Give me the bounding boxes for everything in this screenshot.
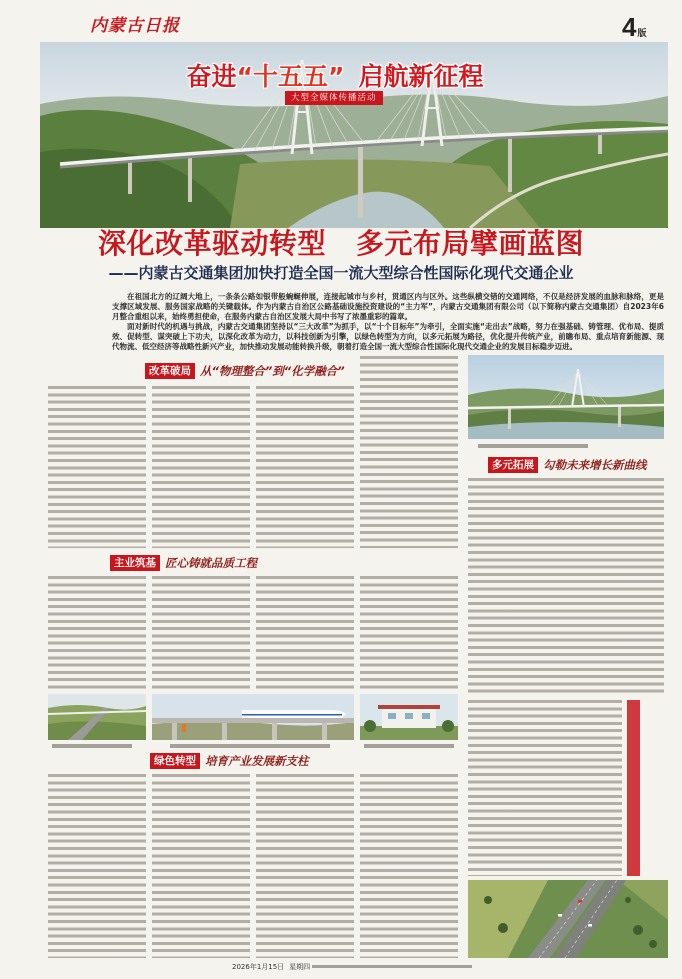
- river-bridge-photo: [468, 355, 664, 439]
- body-text-column: [360, 576, 458, 690]
- body-text-column: [48, 386, 146, 548]
- footer-dateline: [232, 962, 310, 972]
- lead-paragraph: [112, 292, 664, 356]
- body-text-column: [360, 774, 458, 958]
- body-text-column: [360, 356, 458, 548]
- body-text-column: [468, 700, 622, 876]
- section-title-core-business: 匠心铸就品质工程: [165, 556, 257, 570]
- service-area-photo: [360, 694, 458, 740]
- footer-weekday: 星期四: [289, 963, 311, 971]
- section-tag-reform: 改革破局: [145, 363, 195, 379]
- vertical-side-band: [627, 700, 640, 876]
- section-title-green: 培育产业发展新支柱: [205, 754, 309, 768]
- page-number-unit: 版: [637, 29, 647, 39]
- lead-paragraph-2: 面对新时代的机遇与挑战，内蒙古交通集团坚持以“三大改革”为抓手，以“十个目标年”为牵引，全面实施“走出去”战略，努力在强基础、铸管理、优布局、提质效、促转型、谋突破上下功夫，以深化改革为动力，以科技创新为引擎，以绿色转型为方向，以多元拓展为路径，优化提升传统产业，前瞻布局、重点培育新能源、现代物流、低空经济等战略性新兴产业，加快推动发展动能转换升级，朝着打造全国一流大型综合性国际化现代交通企业的发展目标稳步迈进。: [112, 322, 664, 351]
- headline-right: 多元布局擘画蓝图: [356, 227, 585, 260]
- lead-paragraph-1: 在祖国北方的辽阔大地上，一条条公路如银带般蜿蜒伸展，连接起城市与乡村，贯通区内与区外。这些纵横交错的交通网络，不仅是经济发展的血脉和脉络，更是支撑区域发展、服务国家战略的关键载体。作为内蒙古自治区公路基础设施投资建设的“主力军”，内蒙古交通集团有限公司（以下简称内蒙古交通集团）自2023年6月整合重组以来，始终勇担使命，在服务内蒙古自治区发展大局中书写了浓墨重彩的篇章。: [112, 292, 664, 321]
- page-number-value: 4: [622, 12, 637, 42]
- section-heading-reform: [145, 363, 345, 379]
- footer-date: 2026年1月15日: [232, 963, 285, 971]
- body-text-column: [48, 774, 146, 958]
- headline-left: 深化改革驱动转型: [97, 227, 326, 260]
- body-text-column: [152, 386, 250, 548]
- photo-caption: [364, 744, 454, 748]
- section-tag-core-business: 主业筑基: [110, 555, 160, 571]
- body-text-column: [468, 478, 664, 696]
- section-heading-diversify: [488, 457, 647, 473]
- highway-aerial-photo: [468, 880, 668, 958]
- campaign-banner-subtitle: 大型全媒体传播活动: [285, 91, 383, 105]
- campaign-banner-title: [150, 57, 520, 93]
- body-text-column: [256, 576, 354, 690]
- banner-title-part3: 启航新征程: [358, 62, 484, 91]
- section-heading-core-business: [110, 555, 257, 571]
- section-title-reform: 从“物理整合”到“化学融合”: [200, 364, 345, 378]
- photo-caption: [52, 744, 132, 748]
- section-tag-diversify: 多元拓展: [488, 457, 538, 473]
- photo-caption: [478, 444, 588, 448]
- body-text-column: [48, 576, 146, 690]
- masthead-logo: 内蒙古日报: [90, 16, 180, 36]
- main-headline: [0, 228, 682, 260]
- section-heading-green: [150, 753, 309, 769]
- body-text-column: [152, 576, 250, 690]
- banner-title-part2: “十五五”: [236, 62, 345, 91]
- railway-viaduct-photo: [152, 694, 354, 740]
- banner-title-part1: 奋进: [186, 62, 237, 91]
- page-number: [622, 12, 646, 43]
- body-text-column: [256, 386, 354, 548]
- section-title-diversify: 勾勒未来增长新曲线: [543, 458, 647, 472]
- highway-photo: [48, 694, 146, 740]
- section-tag-green: 绿色转型: [150, 753, 200, 769]
- footer-editor-line: [312, 965, 472, 968]
- sub-headline: ——内蒙古交通集团加快打造全国一流大型综合性国际化现代交通企业: [108, 264, 574, 282]
- photo-caption: [170, 744, 330, 748]
- body-text-column: [256, 774, 354, 958]
- body-text-column: [152, 774, 250, 958]
